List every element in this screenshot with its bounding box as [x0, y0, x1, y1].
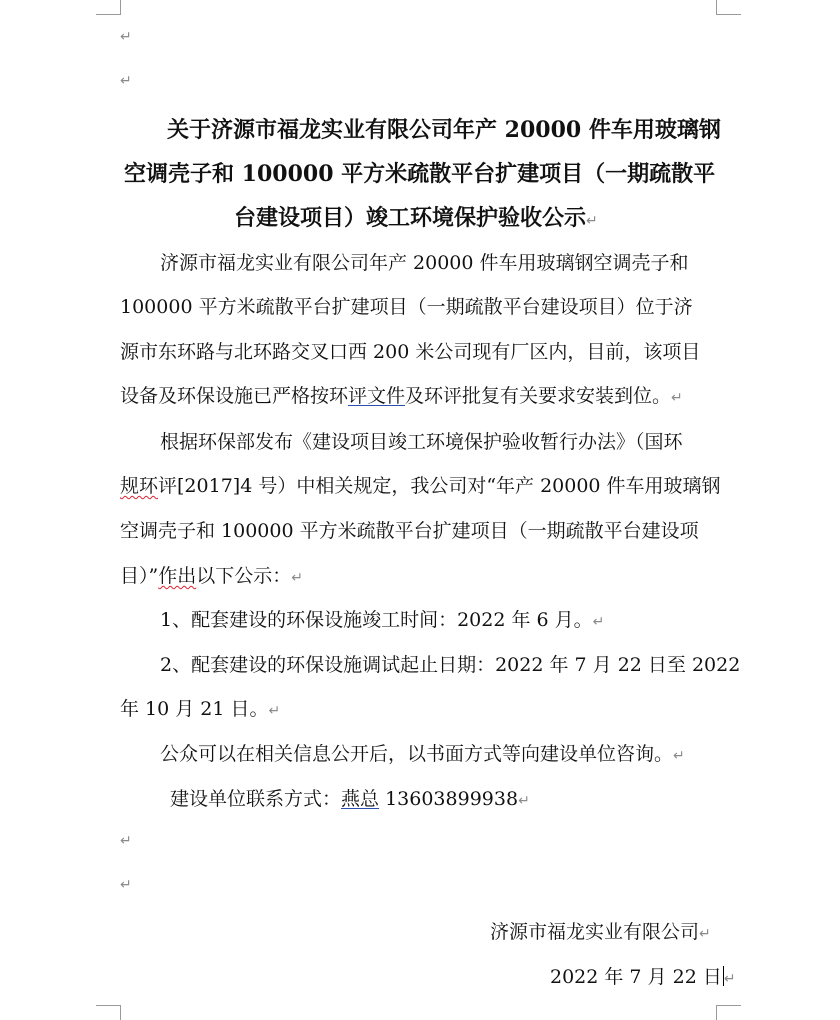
empty-paragraph[interactable] — [120, 70, 132, 89]
paragraph-mark-icon: ↵ — [268, 703, 281, 719]
paragraph-mark-icon: ↵ — [120, 833, 132, 849]
list-item[interactable]: 年 10 月 21 日。↵ — [120, 698, 281, 720]
empty-paragraph[interactable] — [120, 830, 132, 849]
list-item[interactable]: 2、配套建设的环保设施调试起止日期：2022 年 7 月 22 日至 2022 — [160, 654, 741, 676]
paragraph-line[interactable]: 设备及环保设施已严格按环评文件及环评批复有关要求安装到位。↵ — [120, 385, 683, 407]
list-item[interactable]: 1、配套建设的环保设施竣工时间：2022 年 6 月。↵ — [160, 609, 605, 631]
contact-phone[interactable]: 13603899938 — [385, 788, 519, 810]
empty-paragraph[interactable] — [120, 874, 132, 893]
paragraph-mark-icon: ↵ — [120, 73, 132, 89]
paragraph-mark-icon: ↵ — [723, 971, 736, 987]
paragraph-mark-icon: ↵ — [120, 29, 132, 45]
paragraph-mark-icon: ↵ — [671, 390, 683, 406]
public-notice[interactable]: 公众可以在相关信息公开后，以书面方式等向建设单位咨询。↵ — [160, 743, 685, 765]
title-line[interactable]: 台建设项目）竣工环境保护验收公示↵ — [234, 205, 598, 231]
paragraph-mark-icon: ↵ — [699, 926, 711, 942]
spell-check-marked-text[interactable]: 规环 — [120, 475, 159, 497]
title-line[interactable]: 关于济源市福龙实业有限公司年产 20000 件车用玻璃钢 — [167, 117, 721, 143]
paragraph-line[interactable]: 100000 平方米疏散平台扩建项目（一期疏散平台建设项目）位于济 — [120, 296, 693, 318]
contact-line[interactable]: 建设单位联系方式：燕总 13603899938↵ — [170, 788, 530, 810]
paragraph-mark-icon: ↵ — [586, 213, 598, 229]
margin-corner-bottom-right — [716, 1005, 741, 1020]
empty-paragraph[interactable] — [120, 26, 132, 45]
paragraph-line[interactable]: 空调壳子和 100000 平方米疏散平台扩建项目（一期疏散平台建设项 — [120, 520, 699, 542]
paragraph-mark-icon: ↵ — [291, 570, 303, 586]
contact-name[interactable]: 燕总 — [341, 788, 380, 810]
margin-corner-top-left — [96, 0, 121, 15]
paragraph-mark-icon: ↵ — [518, 793, 530, 809]
spell-check-marked-text[interactable]: 评文件 — [348, 385, 406, 407]
margin-corner-top-right — [716, 0, 741, 15]
paragraph-mark-icon: ↵ — [120, 877, 132, 893]
paragraph-line[interactable]: 济源市福龙实业有限公司年产 20000 件车用玻璃钢空调壳子和 — [160, 252, 689, 274]
spell-check-marked-text[interactable]: 作出 — [158, 565, 197, 587]
paragraph-line[interactable]: 源市东环路与北环路交叉口西 200 米公司现有厂区内，目前，该项目 — [120, 341, 701, 363]
margin-corner-bottom-left — [96, 1005, 121, 1020]
paragraph-mark-icon: ↵ — [673, 748, 685, 764]
paragraph-line[interactable]: 目）”作出以下公示：↵ — [120, 565, 303, 587]
paragraph-line[interactable]: 规环评[2017]4 号）中相关规定，我公司对“年产 20000 件车用玻璃钢 — [120, 475, 721, 497]
paragraph-line[interactable]: 根据环保部发布《建设项目竣工环境保护验收暂行办法》（国环 — [160, 431, 683, 453]
paragraph-mark-icon: ↵ — [592, 614, 605, 630]
signature-company[interactable]: 济源市福龙实业有限公司↵ — [490, 921, 711, 943]
title-line[interactable]: 空调壳子和 100000 平方米疏散平台扩建项目（一期疏散平 — [124, 161, 716, 187]
signature-date[interactable]: 2022 年 7 月 22 日 ↵ — [550, 966, 736, 988]
